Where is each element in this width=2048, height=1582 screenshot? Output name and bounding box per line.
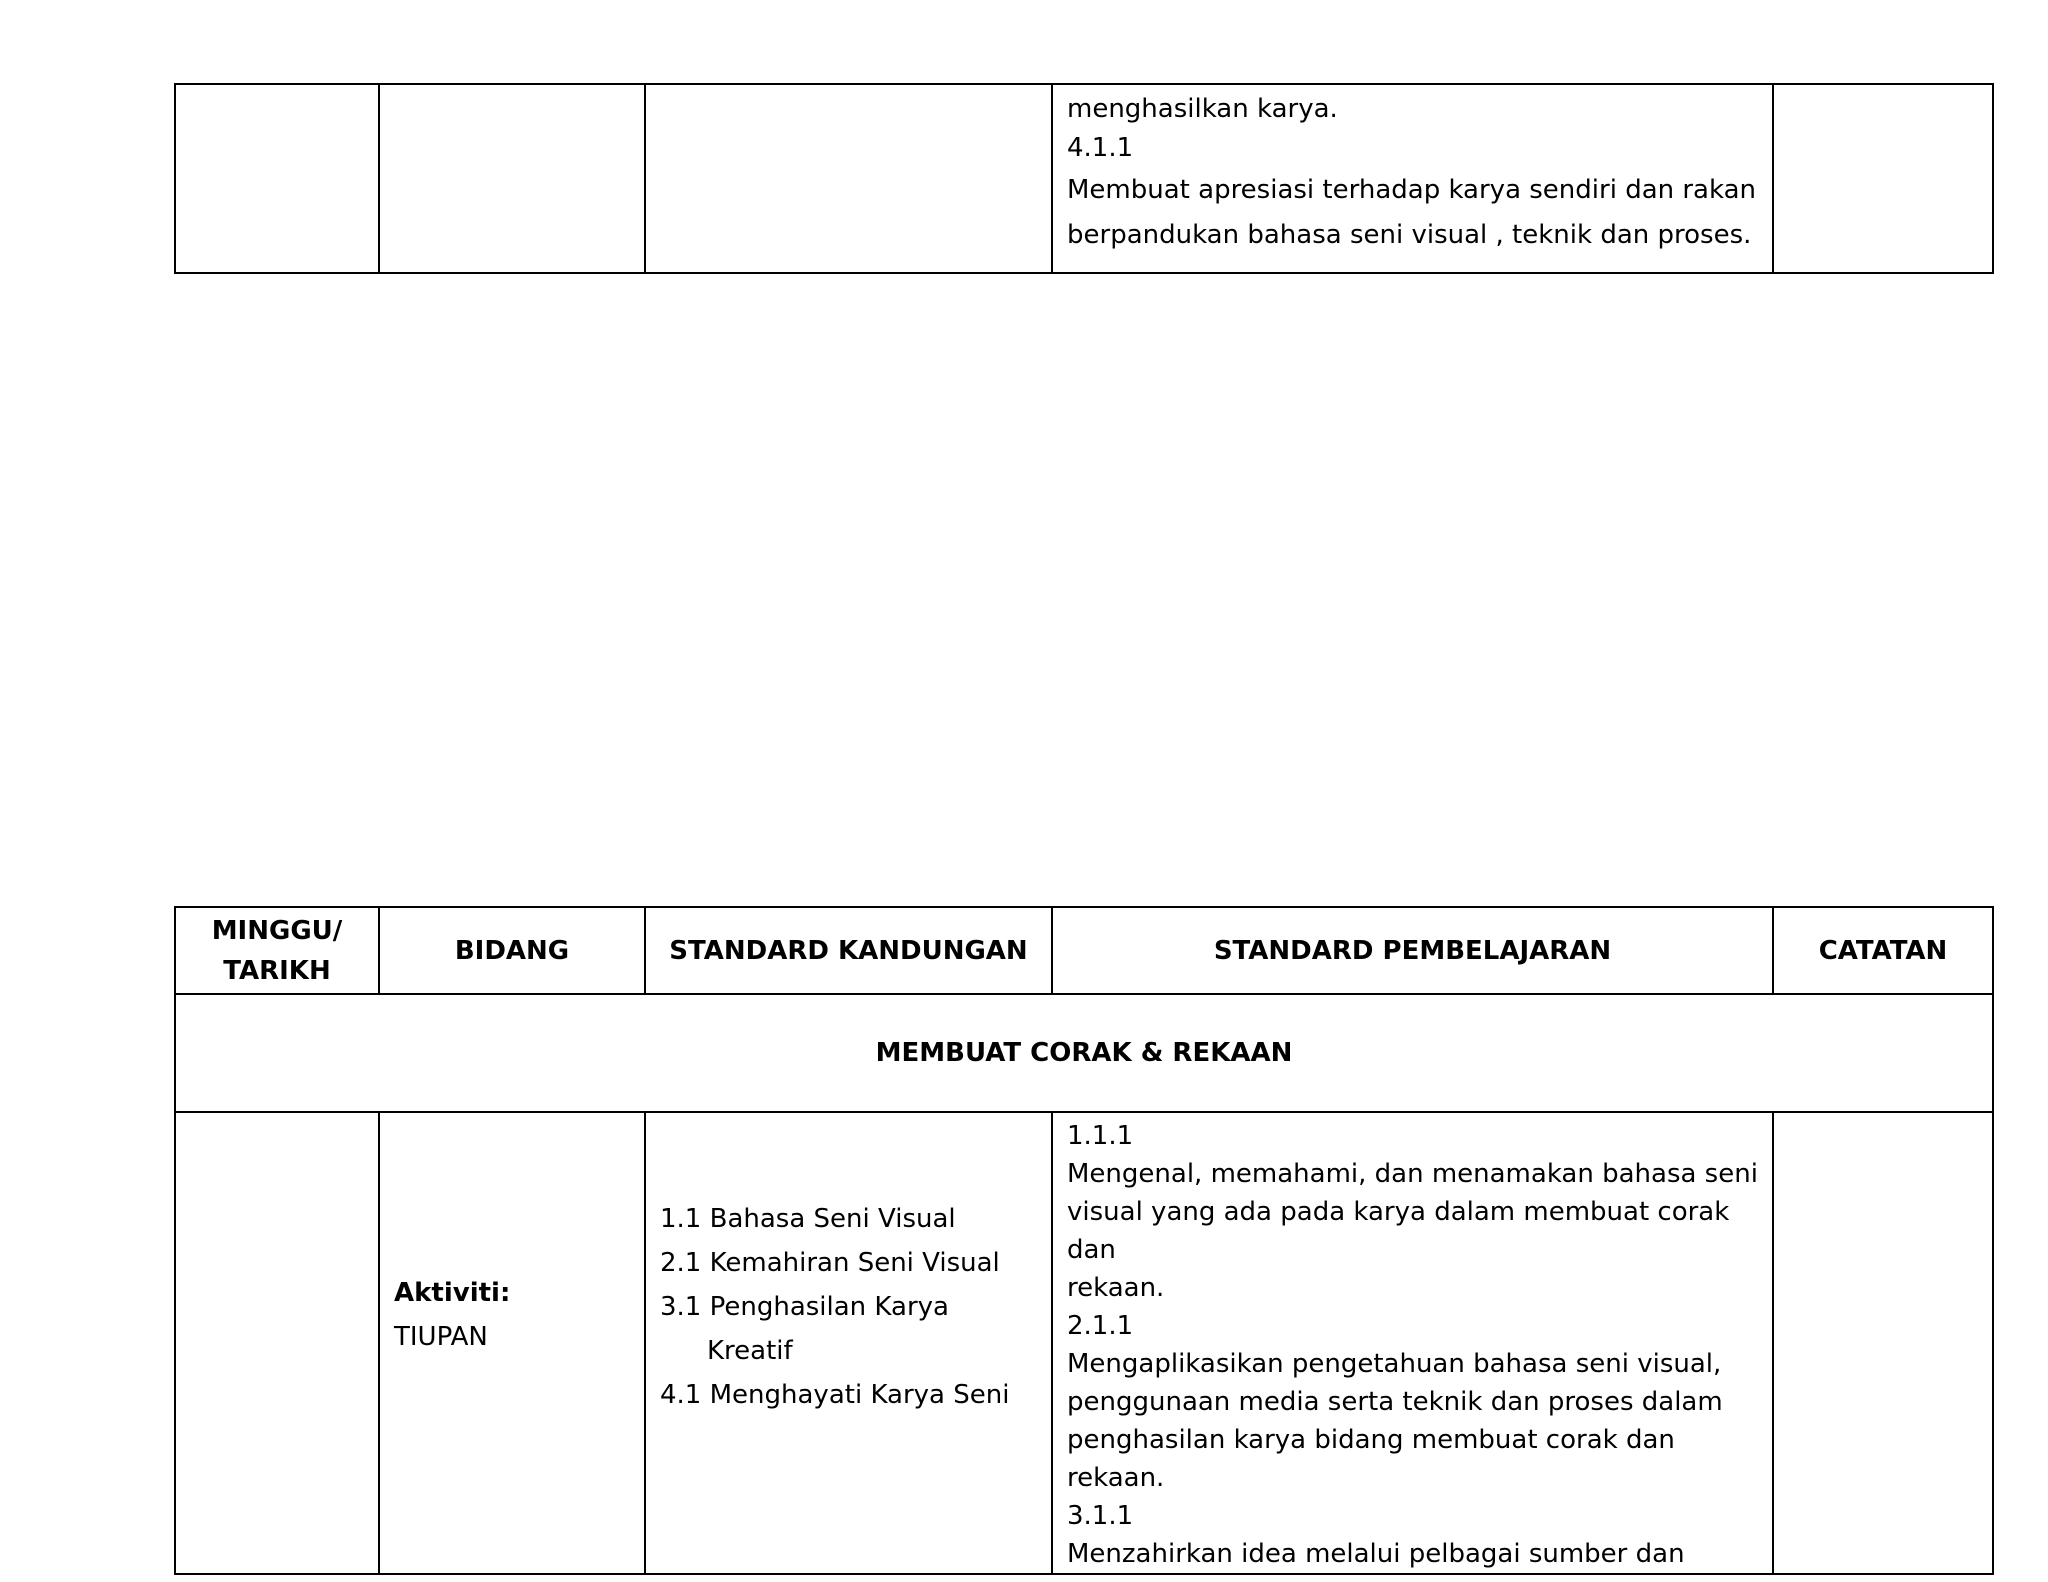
catatan-cell <box>1773 84 1993 273</box>
bidang-cell <box>379 84 645 273</box>
sp-line: Mengenal, memahami, dan menamakan bahasa seni <box>1067 1159 1758 1189</box>
lesson-plan-table <box>174 906 1994 1575</box>
sk-item: 1.1 Bahasa Seni Visual <box>660 1203 956 1234</box>
header-catatan: CATATAN <box>1773 907 1993 994</box>
minggu-cell <box>175 84 379 273</box>
standard-pembelajaran-cell <box>1052 84 1773 273</box>
header-minggu: MINGGU/ <box>211 915 343 946</box>
section-row <box>175 994 1993 1112</box>
sp-line: 1.1.1 <box>1067 1121 1134 1151</box>
sk-item: Kreatif <box>707 1335 793 1366</box>
header-minggu-tarikh <box>175 907 379 994</box>
sp-line: penggunaan media serta teknik dan proses dalam <box>1067 1387 1723 1417</box>
header-standard-pembelajaran: STANDARD PEMBELAJARAN <box>1052 907 1773 994</box>
header-row <box>175 907 1993 994</box>
bidang-cell <box>379 1112 645 1574</box>
sp-line: 2.1.1 <box>1067 1311 1134 1341</box>
header-bidang: BIDANG <box>379 907 645 994</box>
aktiviti-value: TIUPAN <box>394 1321 488 1352</box>
section-title: MEMBUAT CORAK & REKAAN <box>175 994 1993 1112</box>
sp-line: visual yang ada pada karya dalam membuat corak dan <box>1067 1197 1730 1265</box>
sk-item: 4.1 Menghayati Karya Seni <box>660 1379 1010 1410</box>
sp-line: penghasilan karya bidang membuat corak dan rekaan. <box>1067 1425 1675 1493</box>
sp-line: Membuat apresiasi terhadap karya sendiri dan rakan <box>1067 175 1756 205</box>
sp-line: rekaan. <box>1067 1273 1165 1303</box>
sp-line: menghasilkan karya. <box>1067 94 1338 124</box>
standard-kandungan-cell <box>645 84 1052 273</box>
sp-line: 4.1.1 <box>1067 133 1134 163</box>
sp-line: berpandukan bahasa seni visual , teknik dan proses. <box>1067 220 1752 250</box>
header-tarikh: TARIKH <box>223 955 331 986</box>
catatan-cell <box>1773 1112 1993 1574</box>
standard-kandungan-cell <box>645 1112 1052 1574</box>
sp-line: 3.1.1 <box>1067 1501 1134 1531</box>
sp-line: Menzahirkan idea melalui pelbagai sumber dan <box>1067 1539 1685 1569</box>
standard-pembelajaran-cell <box>1052 1112 1773 1574</box>
header-standard-kandungan: STANDARD KANDUNGAN <box>645 907 1052 994</box>
sk-item: 2.1 Kemahiran Seni Visual <box>660 1247 1000 1278</box>
continuation-table <box>174 83 1994 274</box>
minggu-cell <box>175 1112 379 1574</box>
sk-item: 3.1 Penghasilan Karya <box>660 1291 949 1322</box>
table-row <box>175 84 1993 273</box>
table-row <box>175 1112 1993 1574</box>
sp-line: Mengaplikasikan pengetahuan bahasa seni visual, <box>1067 1349 1722 1379</box>
aktiviti-label: Aktiviti: <box>394 1277 511 1308</box>
